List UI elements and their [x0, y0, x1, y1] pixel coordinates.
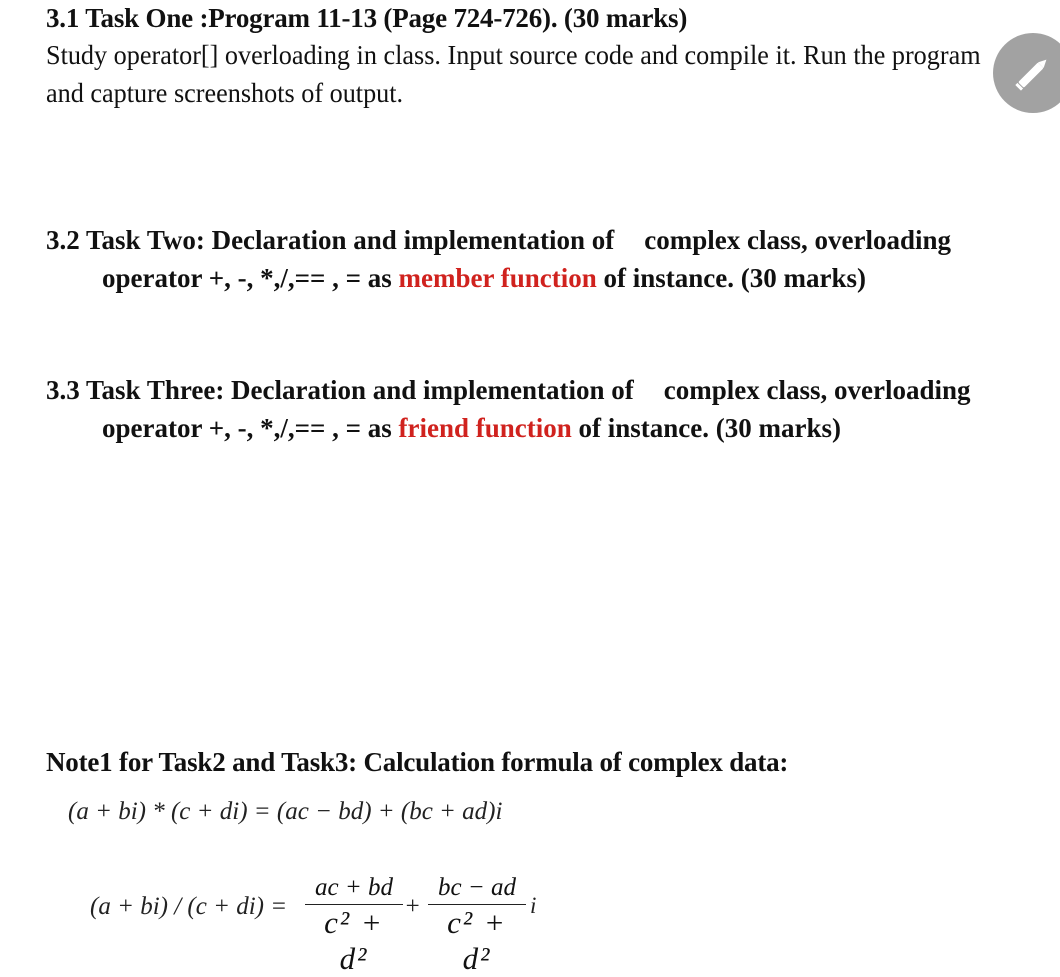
task-three-highlight: friend function: [398, 413, 572, 443]
task-two-line2-b: of instance. (30 marks): [603, 263, 866, 293]
imag-part-numerator: bc − ad: [428, 874, 526, 905]
task-two-line1-a: 3.2 Task Two: Declaration and implementation of: [46, 225, 615, 255]
imaginary-unit: i: [530, 893, 537, 918]
task-one-heading: 3.1 Task One :Program 11-13 (Page 724-726). (30 marks): [46, 3, 688, 33]
task-two-line1-b: complex class, overloading: [644, 225, 952, 255]
imag-part-fraction: [428, 874, 526, 977]
real-part-denominator: c² + d²: [324, 905, 384, 976]
imag-part-denominator: c² + d²: [447, 905, 507, 976]
task-three-line2-a: operator +, -, *,/,== , = as: [102, 413, 392, 443]
task-one-body: Study operator[] overloading in class. Input source code and compile it. Run the program and capture screenshots of output.: [46, 40, 981, 108]
task-three-section: [46, 371, 1044, 447]
divide-formula-lhs: (a + bi) / (c + di) =: [90, 893, 288, 920]
task-two-line2-a: operator +, -, *,/,== , = as: [102, 263, 392, 293]
task-two-highlight: member function: [398, 263, 597, 293]
note-heading: Note1 for Task2 and Task3: Calculation formula of complex data:: [46, 747, 789, 777]
task-three-line1-b: complex class, overloading: [663, 375, 971, 405]
task-three-line2-b: of instance. (30 marks): [578, 413, 842, 443]
pencil-icon: [1010, 50, 1056, 96]
real-part-numerator: ac + bd: [305, 874, 403, 905]
task-three-line1-a: 3.3 Task Three: Declaration and implementation of: [46, 375, 634, 405]
plus-sign: +: [404, 893, 421, 920]
task-one-section: [46, 0, 1044, 112]
multiply-formula: (a + bi) * (c + di) = (ac − bd) + (bc + ad)i: [68, 798, 503, 825]
real-part-fraction: [305, 874, 403, 977]
task-two-section: [46, 221, 1044, 297]
